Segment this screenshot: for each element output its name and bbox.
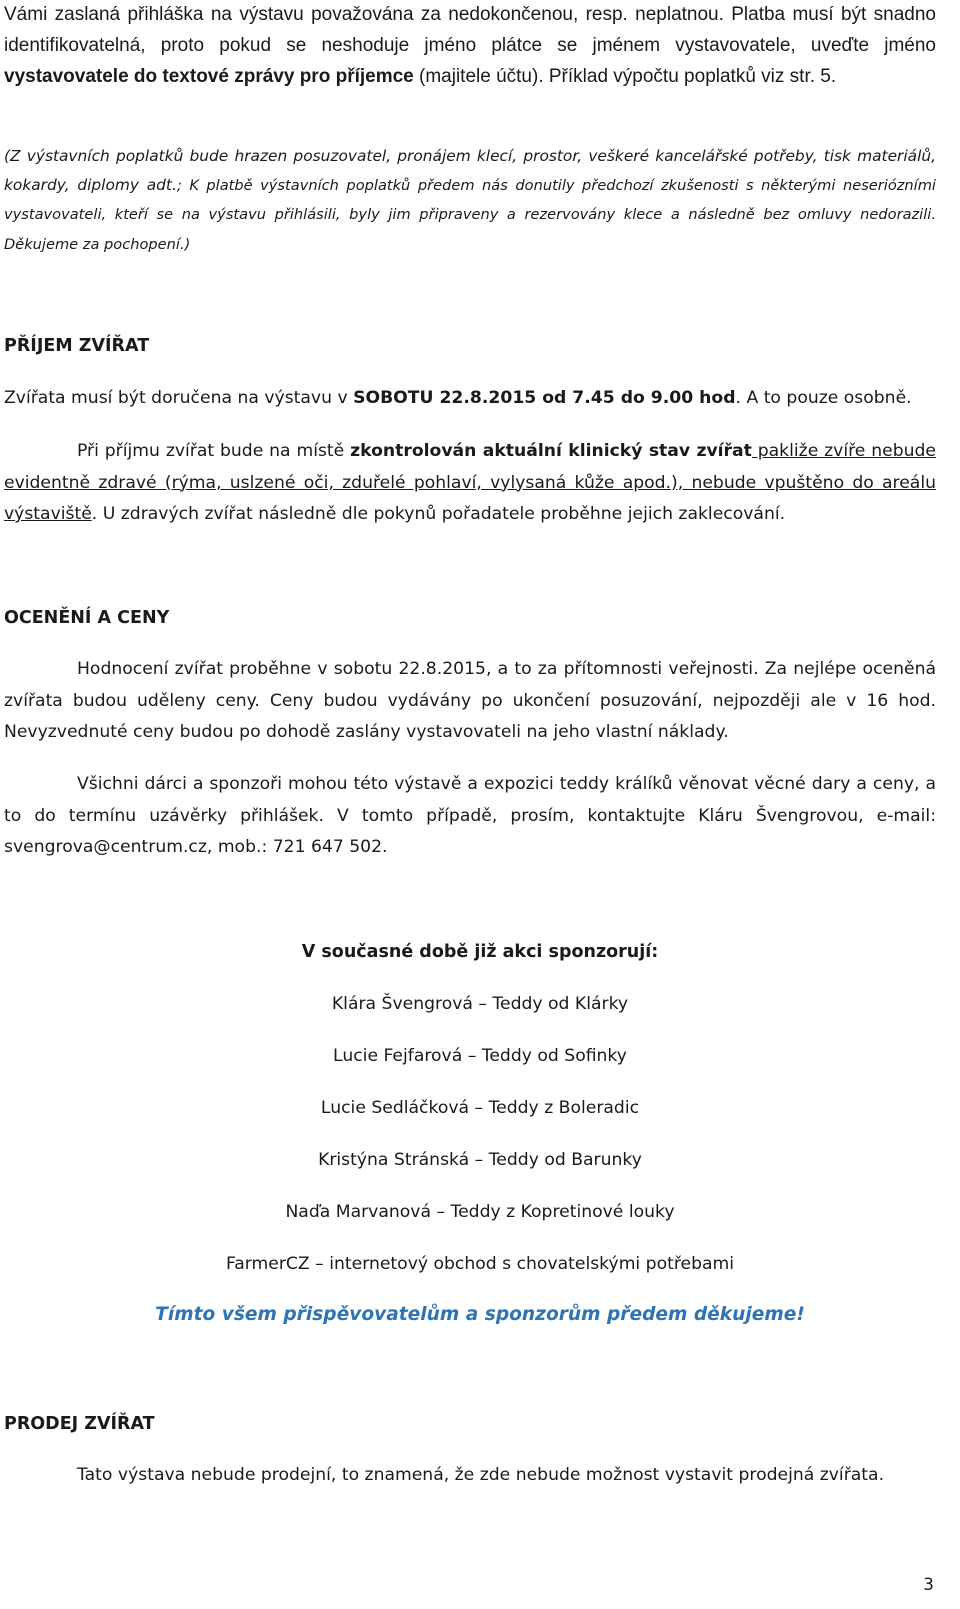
intake-check-paragraph: [4, 436, 936, 531]
awards-heading: OCENĚNÍ A CENY: [4, 608, 170, 628]
intake-date-text-end: . A to pouze osobně.: [735, 388, 912, 408]
awards-paragraph: Hodnocení zvířat proběhne v sobotu 22.8.2015, a to za přítomnosti veřejnosti. Za nejlépe oceněná zvířata budou uděleny ceny. Ceny budou vydávány po ukončení posuzování, nejpozději ale v 16 hod. Nevyzvednuté ceny budou po dohodě zaslány vystavovateli na jeho vlastní náklady.: [4, 659, 936, 742]
fees-note-paragraph: [4, 142, 936, 259]
intake-heading: PŘÍJEM ZVÍŘAT: [4, 336, 150, 356]
sponsor-item: Lucie Fejfarová – Teddy od Sofinky: [333, 1046, 627, 1066]
sponsors-thanks: Tímto všem přispěvovatelům a sponzorům předem děkujeme!: [155, 1304, 805, 1325]
sponsor-item: Naďa Marvanová – Teddy z Kopretinové louky: [285, 1202, 675, 1222]
sponsors-heading: V současné době již akci sponzorují:: [301, 942, 659, 962]
sponsor-item: Kristýna Stránská – Teddy od Barunky: [318, 1150, 642, 1170]
fees-note-text: (Z výstavních poplatků bude hrazen posuzovatel, pronájem klecí, prostor, veškeré kancelářské potřeby, tisk materiálů, kokardy, diplomy adt.: [4, 147, 936, 194]
intro-paragraph: [4, 0, 936, 92]
fees-note-text-2: ; K platbě výstavních poplatků předem nás donutily předchozí zkušenosti s některými neseriózními vystavovateli, kteří se na výstavu přihlásili, byly jim připraveny a rezervovány klece a následně bez omluvy nedorazili. Děkujeme za pochopení.): [4, 176, 936, 253]
intake-check-bold: zkontrolován aktuální klinický stav zvířat: [350, 441, 752, 461]
sponsor-item: FarmerCZ – internetový obchod s chovatelskými potřebami: [225, 1254, 735, 1274]
intake-date-line: [4, 383, 936, 415]
sale-paragraph: Tato výstava nebude prodejní, to znamená, že zde nebude možnost vystavit prodejná zvířata.: [77, 1465, 885, 1485]
intake-check-underlined: pakliže zvíře nebude evidentně zdravé (rýma, uslzené oči, zduřelé pohlaví, vylysaná kůže apod.), nebude vpuštěno do areálu výstaviště: [4, 441, 937, 524]
intro-bold-text: vystavovatele do textové zprávy pro příjemce: [4, 66, 414, 87]
intake-date-text: Zvířata musí být doručena na výstavu v: [4, 388, 354, 408]
page-number: 3: [923, 1575, 934, 1595]
intro-text: Vámi zaslaná přihláška na výstavu považována za nedokončenou, resp. neplatnou. Platba musí být snadno identifikovatelná, proto pokud se neshoduje jméno plátce se jménem vystavovatele, uveďte jméno: [4, 4, 936, 56]
intro-text-end: (majitele účtu). Příklad výpočtu poplatků viz str. 5.: [413, 66, 837, 87]
intake-date-bold: SOBOTU 22.8.2015 od 7.45 do 9.00 hod: [353, 388, 736, 408]
donors-paragraph: Všichni dárci a sponzoři mohou této výstavě a expozici teddy králíků věnovat věcné dary a ceny, a to do termínu uzávěrky přihlášek. V tomto případě, prosím, kontaktujte Kláru Švengrovou, e-mail: svengrova@centrum.cz, mob.: 721 647 502.: [4, 774, 936, 857]
sale-heading: PRODEJ ZVÍŘAT: [4, 1414, 155, 1434]
sponsor-item: Klára Švengrová – Teddy od Klárky: [331, 994, 629, 1014]
intake-check-text: Při příjmu zvířat bude na místě: [77, 441, 351, 461]
sponsor-item: Lucie Sedláčková – Teddy z Boleradic: [320, 1098, 640, 1118]
intake-check-text-end: . U zdravých zvířat následně dle pokynů pořadatele proběhne jejich zaklecování.: [91, 504, 786, 524]
